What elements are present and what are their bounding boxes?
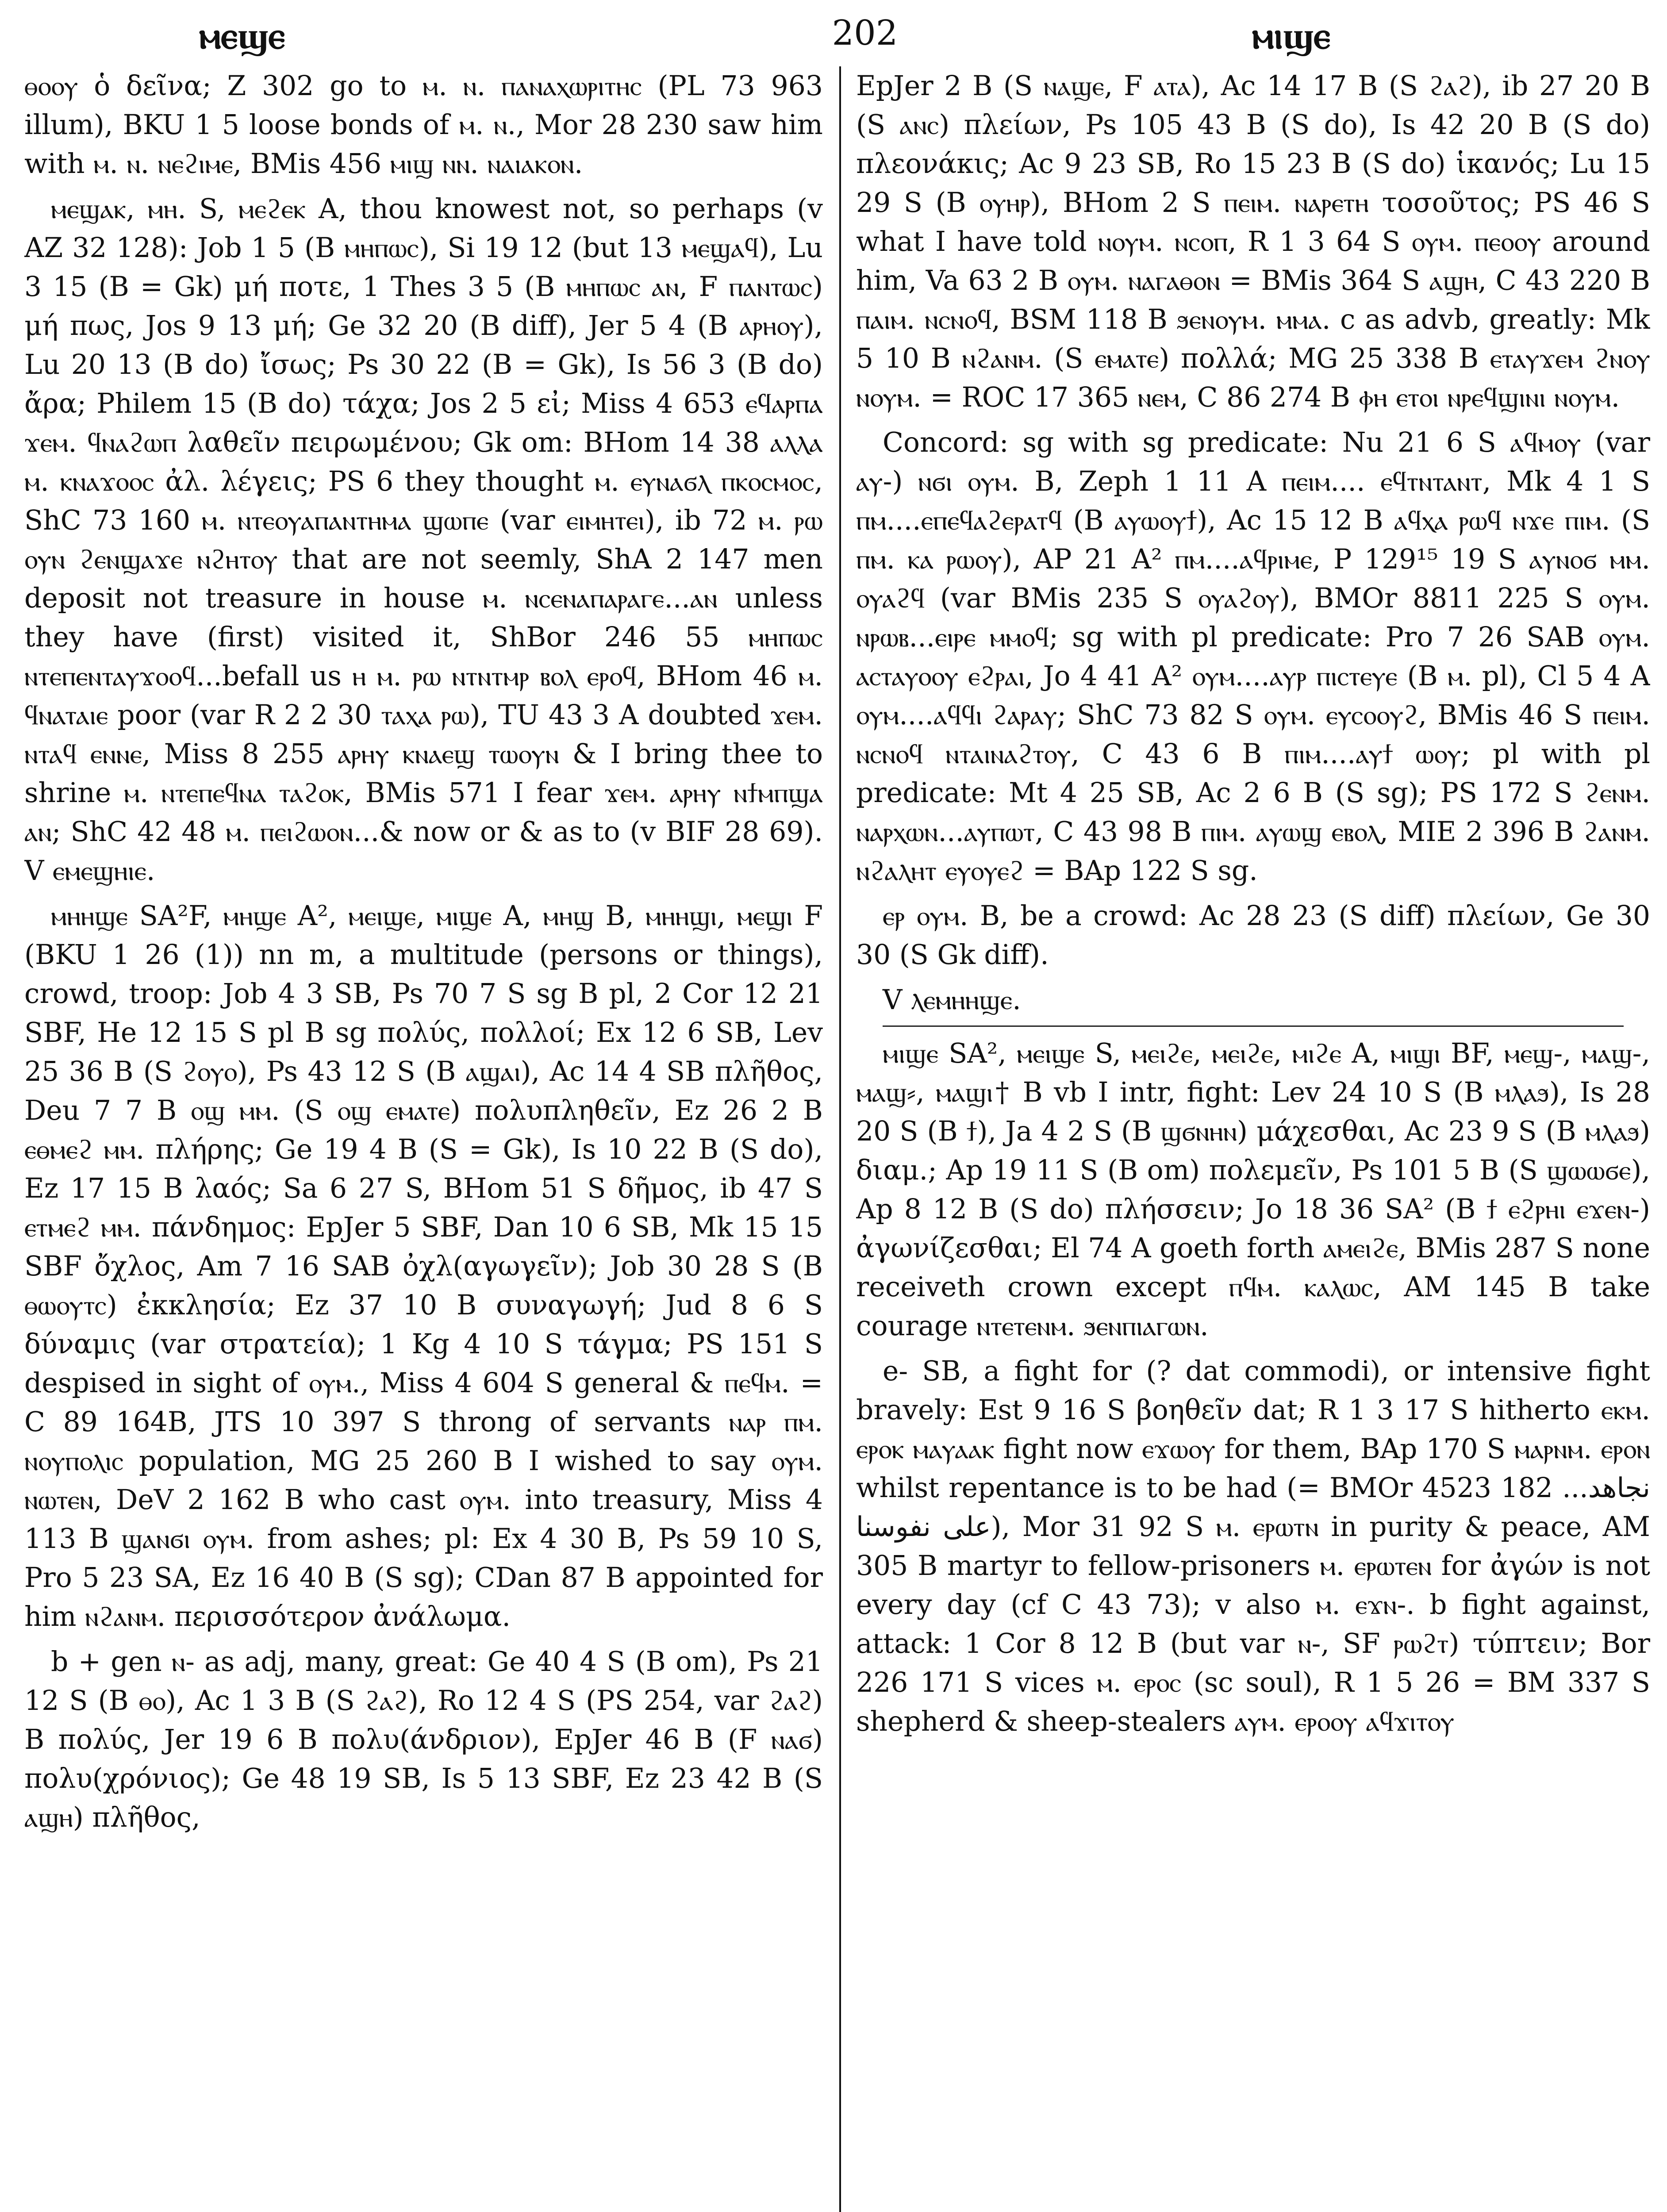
right-running-head: ⲙⲓϣⲉ: [1252, 13, 1330, 57]
page-header: [31, 9, 1636, 58]
entry-paragraph: ⲉⲣ ⲟⲩⲙ. B, be a crowd: Ac 28 23 (S diff) πλείων, Ge 30 30 (S Gk diff).: [856, 900, 1650, 971]
page-number: 202: [832, 13, 898, 53]
entry-paragraph: EpJer 2 B (S ⲛⲁϣⲉ, F ⲁⲧⲁ), Ac 14 17 B (S ϩⲁϩ), ib 27 20 B (S ⲁⲛⲥ) πλείων, Ps 105 43 B (S do), Is 42 20 B (S do) πλεονάκις; Ac 9 23 SB, Ro 15 23 B (S do) ἱκανός; Lu 15 29 S (B ⲟⲩⲏⲣ), BHom 2 S ⲡⲉⲓⲙ. ⲛⲁⲣⲉⲧⲏ τοσοῦτος; PS 46 S what I have told ⲛⲟⲩⲙ. ⲛⲥⲟⲡ, R 1 3 64 S ⲟⲩⲙ. ⲡⲉⲟⲟⲩ around him, Va 63 2 B ⲟⲩⲙ. ⲛⲁⲅⲁⲑⲟⲛ = BMis 364 S ⲁϣⲏ, C 43 220 B ⲡⲁⲓⲙ. ⲛⲥⲛⲟϥ, BSM 118 B ϧⲉⲛⲟⲩⲙ. ⲙⲙⲁ. c as advb, greatly: Mk 5 10 B ⲛϩⲁⲛⲙ. (S ⲉⲙⲁⲧⲉ) πολλά; MG 25 338 B ⲉⲧⲁⲩϫⲉⲙ ϩⲛⲟⲩ ⲛⲟⲩⲙ. = ROC 17 365 ⲛⲉⲙ, C 86 274 B ⲫⲏ ⲉⲧⲟⲓ ⲛⲣⲉϥϣⲓⲛⲓ ⲛⲟⲩⲙ.: [856, 70, 1650, 413]
entry-paragraph: e- SB, a fight for (? dat commodi), or intensive fight bravely: Est 9 16 S βοηθεῖν dat; R 1 3 17 S hitherto ⲉⲕⲙ. ⲉⲣⲟⲕ ⲙⲁⲩⲁⲁⲕ fight now ⲉϫⲱⲟⲩ for them, BAp 170 S ⲙⲁⲣⲛⲙ. ⲉⲣⲟⲛ whilst repentance is to be had (= BMOr 4523 182 ...نجاهد على نفوسنا), Mor 31 92 S ⲙ. ⲉⲣⲱⲧⲛ in purity & peace, AM 305 B martyr to fellow-prisoners ⲙ. ⲉⲣⲱⲧⲉⲛ for ἀγών is not every day (cf C 43 73); v also ⲙ. ⲉϫⲛ-. b fight against, attack: 1 Cor 8 12 B (but var ⲛ-, SF ⲣⲱϩⲧ) τύπτειν; Bor 226 171 S vices ⲙ. ⲉⲣⲟⲥ (sc soul), R 1 5 26 = BM 337 S shepherd & sheep-stealers ⲁⲩⲙ. ⲉⲣⲟⲟⲩ ⲁϥϫⲓⲧⲟⲩ: [856, 1355, 1650, 1737]
entry-paragraph: ⲙⲉϣⲁⲕ, ⲙⲏ. S, ⲙⲉϩⲉⲕ A, thou knowest not, so perhaps (v AZ 32 128): Job 1 5 (B ⲙⲏⲡⲱⲥ), Si 19 12 (but 13 ⲙⲉϣⲁϥ), Lu 3 15 (B = Gk) μή ποτε, 1 Thes 3 5 (B ⲙⲏⲡⲱⲥ ⲁⲛ, F ⲡⲁⲛⲧⲱⲥ) μή πως, Jos 9 13 μή; Ge 32 20 (B diff), Jer 5 4 (B ⲁⲣⲏⲟⲩ), Lu 20 13 (B do) ἴσως; Ps 30 22 (B = Gk), Is 56 3 (B do) ἄρα; Philem 15 (B do) τάχα; Jos 2 5 εἰ; Miss 4 653 ⲉϥⲁⲣⲡⲁ ϫⲉⲙ. ϥⲛⲁϩⲱⲡ λαθεῖν πειρωμένου; Gk om: BHom 14 38 ⲁⲗⲗⲁ ⲙ. ⲕⲛⲁϫⲟⲟⲥ ἀλ. λέγεις; PS 6 they thought ⲙ. ⲉⲩⲛⲁϭⲗ ⲡⲕⲟⲥⲙⲟⲥ, ShC 73 160 ⲙ. ⲛⲧⲉⲟⲩⲁⲡⲁⲛⲧⲏⲙⲁ ϣⲱⲡⲉ (var ⲉⲓⲙⲏⲧⲉⲓ), ib 72 ⲙ. ⲣⲱ ⲟⲩⲛ ϩⲉⲛϣⲁϫⲉ ⲛϩⲏⲧⲟⲩ that are not seemly, ShA 2 147 men deposit not treasure in house ⲙ. ⲛⲥⲉⲛⲁⲡⲁⲣⲁⲅⲉ...ⲁⲛ unless they have (first) visited it, ShBor 246 55 ⲙⲏⲡⲱⲥ ⲛⲧⲉⲡⲉⲛⲧⲁⲩϫⲟⲟϥ...befall us ⲏ ⲙ. ⲣⲱ ⲛⲧⲛⲧⲙⲣ ⲃⲟⲗ ⲉⲣⲟϥ, BHom 46 ⲙ. ϥⲛⲁⲧⲁⲓⲉ poor (var R 2 2 30 ⲧⲁⲭⲁ ⲣⲱ), TU 43 3 A doubted ϫⲉⲙ. ⲛⲧⲁϥ ⲉⲛⲛⲉ, Miss 8 255 ⲁⲣⲏⲩ ⲕⲛⲁⲉϣ ⲧⲱⲟⲩⲛ & I bring thee to shrine ⲙ. ⲛⲧⲉⲡⲉϥⲛⲁ ⲧⲁϩⲟⲕ, BMis 571 I fear ϫⲉⲙ. ⲁⲣⲏⲩ ⲛϯⲙⲡϣⲁ ⲁⲛ; ShC 42 48 ⲙ. ⲡⲉⲓϩⲱⲟⲛ...& now or & as to (v BIF 28 69). V ⲉⲙⲉϣⲏⲓⲉ.: [24, 193, 823, 887]
left-column: [24, 66, 823, 2212]
entry-paragraph: ⲙⲓϣⲉ SA², ⲙⲉⲓϣⲉ S, ⲙⲉⲓϩⲉ, ⲙⲉⲓϩⲉ, ⲙⲓϩⲉ A, ⲙⲓϣⲓ BF, ⲙⲉϣ-, ⲙⲁϣ-, ⲙⲁϣ⸗, ⲙⲁϣⲓ† B vb I intr, fight: Lev 24 10 S (B ⲙⲗⲁϧ), Is 28 20 S (B ϯ), Ja 4 2 S (B ϣϭⲛⲏⲛ) μάχεσθαι, Ac 23 9 S (B ⲙⲗⲁϧ) διαμ.; Ap 19 11 S (B om) πολεμεῖν, Ps 101 5 B (S ϣⲱⲱϭⲉ), Ap 8 12 B (S do) πλήσσειν; Jo 18 36 SA² (B ϯ ⲉϩⲣⲏⲓ ⲉϫⲉⲛ-) ἀγωνίζεσθαι; El 74 A goeth forth ⲁⲙⲉⲓϩⲉ, BMis 287 S none receiveth crown except ⲡϥⲙ. ⲕⲁⲗⲱⲥ, AM 145 B take courage ⲛⲧⲉⲧⲉⲛⲙ. ϧⲉⲛⲡⲓⲁⲅⲱⲛ.: [856, 1037, 1650, 1342]
entry-paragraph: ⲙⲏⲏϣⲉ SA²F, ⲙⲏϣⲉ A², ⲙⲉⲓϣⲉ, ⲙⲓϣⲉ A, ⲙⲏϣ B, ⲙⲏⲏϣⲓ, ⲙⲉϣⲓ F (BKU 1 26 (1)) nn m, a multitude (persons or things), crowd, troop: Job 4 3 SB, Ps 70 7 S sg B pl, 2 Cor 12 21 SBF, He 12 15 S pl B sg πολύς, πολλοί; Ex 12 6 SB, Lev 25 36 B (S ϩⲟⲩⲟ), Ps 43 12 S (B ⲁϣⲁⲓ), Ac 14 4 SB πλῆθος, Deu 7 7 B ⲟϣ ⲙⲙ. (S ⲟϣ ⲉⲙⲁⲧⲉ) πολυπληθεῖν, Ez 26 2 B ⲉⲑⲙⲉϩ ⲙⲙ. πλήρης; Ge 19 4 B (S = Gk), Is 10 22 B (S do), Ez 17 15 B λαός; Sa 6 27 S, BHom 51 S δῆμος, ib 47 S ⲉⲧⲙⲉϩ ⲙⲙ. πάνδημος: EpJer 5 SBF, Dan 10 6 SB, Mk 15 15 SBF ὄχλος, Am 7 16 SAB ὀχλ(αγωγεῖν); Job 30 28 S (B ⲑⲱⲟⲩⲧⲥ) ἐκκλησία; Ez 37 10 B συναγωγή; Jud 8 6 S δύναμις (var στρατεία); 1 Kg 4 10 S τάγμα; PS 151 S despised in sight of ⲟⲩⲙ., Miss 4 604 S general & ⲡⲉϥⲙ. = C 89 164B, JTS 10 397 S throng of servants ⲛⲁⲣ ⲡⲙ. ⲛⲟⲩⲡⲟⲗⲓⲥ population, MG 25 260 B I wished to say ⲟⲩⲙ. ⲛⲱⲧⲉⲛ, DeV 2 162 B who cast ⲟⲩⲙ. into treasury, Miss 4 113 B ϣⲁⲛϭⲓ ⲟⲩⲙ. from ashes; pl: Ex 4 30 B, Ps 59 10 S, Pro 5 23 SA, Ez 16 40 B (S sg); CDan 87 B appointed for him ⲛϩⲁⲛⲙ. περισσότερον ἀνάλωμα.: [24, 900, 823, 1632]
column-divider: [839, 66, 841, 2212]
entry-paragraph: ⲑⲟⲟⲩ ὁ δεῖνα; Z 302 go to ⲙ. ⲛ. ⲡⲁⲛⲁⲭⲱⲣⲓⲧⲏⲥ (PL 73 963 illum), BKU 1 5 loose bonds of ⲙ. ⲛ., Mor 28 230 saw him with ⲙ. ⲛ. ⲛⲉϩⲓⲙⲉ, BMis 456 ⲙⲓϣ ⲛⲛ. ⲛⲁⲓⲁⲕⲟⲛ.: [24, 70, 823, 180]
left-running-head: ⲙⲉϣⲉ: [199, 13, 285, 57]
right-column: [856, 66, 1650, 2212]
entry-paragraph: Concord: sg with sg predicate: Nu 21 6 S ⲁϥⲙⲟⲩ (var ⲁⲩ-) ⲛϭⲓ ⲟⲩⲙ. B, Zeph 1 11 A ⲡⲉⲓⲙ.... ⲉϥⲧⲛⲧⲁⲛⲧ, Mk 4 1 S ⲡⲙ....ⲉⲡⲉϥⲁϩⲉⲣⲁⲧϥ (B ⲁⲩⲱⲟⲩϯ), Ac 15 12 B ⲁϥⲭⲁ ⲣⲱϥ ⲛϫⲉ ⲡⲓⲙ. (S ⲡⲙ. ⲕⲁ ⲣⲱⲟⲩ), AP 21 A² ⲡⲙ....ⲁϥⲣⲓⲙⲉ, P 129¹⁵ 19 S ⲁⲩⲛⲟϭ ⲙⲙ. ⲟⲩⲁϩϥ (var BMis 235 S ⲟⲩⲁϩⲟⲩ), BMOr 8811 225 S ⲟⲩⲙ. ⲛⲣⲱⲃ...ⲉⲓⲣⲉ ⲙⲙⲟϥ; sg with pl predicate: Pro 7 26 SAB ⲟⲩⲙ. ⲁⲥⲧⲁⲩⲟⲟⲩ ⲉϩⲣⲁⲓ, Jo 4 41 A² ⲟⲩⲙ....ⲁⲩⲣ ⲡⲓⲥⲧⲉⲩⲉ (B ⲙ. pl), Cl 5 4 A ⲟⲩⲙ....ⲁϥϥⲓ ϩⲁⲣⲁⲩ; ShC 73 82 S ⲟⲩⲙ. ⲉⲩⲥⲟⲟⲩϩ, BMis 46 S ⲡⲉⲓⲙ. ⲛⲥⲛⲟϥ ⲛⲧⲁⲓⲛⲁϩⲧⲟⲩ, C 43 6 B ⲡⲓⲙ....ⲁⲩϯ ⲱⲟⲩ; pl with pl predicate: Mt 4 25 SB, Ac 2 6 B (S sg); PS 172 S ϩⲉⲛⲙ. ⲛⲁⲣⲭⲱⲛ...ⲁⲩⲡⲱⲧ, C 43 98 B ⲡⲓⲙ. ⲁⲩⲱϣ ⲉⲃⲟⲗ, MIE 2 396 B ϩⲁⲛⲙ. ⲛϩⲁⲗⲏⲧ ⲉⲩⲟⲩⲉϩ = BAp 122 S sg.: [856, 426, 1650, 887]
entry-paragraph: V ⲗⲉⲙⲏⲏϣⲉ.: [883, 984, 1021, 1016]
entry-paragraph: b + gen ⲛ- as adj, many, great: Ge 40 4 S (B om), Ps 21 12 S (B ⲑⲟ), Ac 1 3 B (S ϩⲁϩ), Ro 12 4 S (PS 254, var ϩⲁϩ) B πολύς, Jer 19 6 B πολυ(άνδριον), EpJer 46 B (F ⲛⲁϭ) πολυ(χρόνιος); Ge 48 19 SB, Is 5 13 SBF, Ez 23 42 B (S ⲁϣⲏ) πλῆθος,: [24, 1646, 823, 1833]
section-separator: [883, 1025, 1624, 1027]
